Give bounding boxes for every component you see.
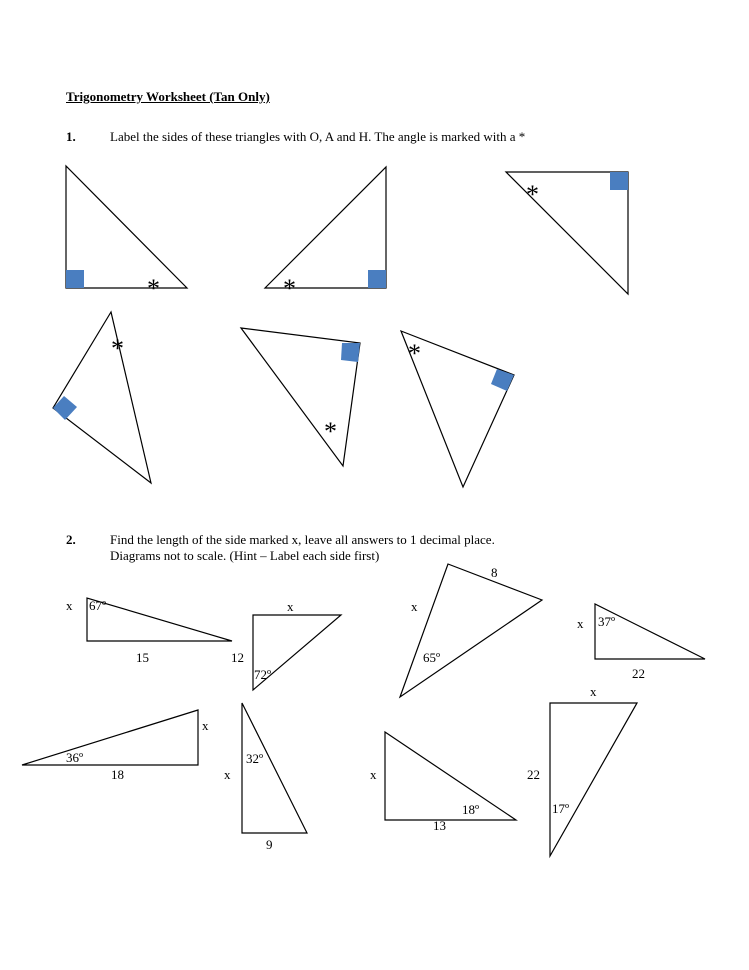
side-label: 13	[433, 818, 446, 833]
question-2-line-1: Find the length of the side marked x, leave all answers to 1 decimal place.	[110, 532, 495, 547]
angle-label: 32º	[246, 751, 264, 766]
angle-label: 72º	[254, 667, 272, 682]
angle-star: *	[526, 180, 539, 209]
side-label: 15	[136, 650, 149, 665]
q1-triangle-4	[53, 312, 151, 483]
worksheet-title: Trigonometry Worksheet (Tan Only)	[66, 89, 270, 104]
right-angle-marker	[368, 270, 386, 288]
side-label: 8	[491, 565, 498, 580]
angle-star: *	[408, 339, 421, 368]
question-1-number: 1.	[66, 129, 76, 144]
angle-label: 65º	[423, 650, 441, 665]
q2-triangle-7	[370, 732, 516, 833]
q1-triangle-2	[265, 167, 386, 303]
side-label-x: x	[202, 718, 209, 733]
angle-star: *	[283, 274, 296, 303]
angle-label: 67º	[89, 598, 107, 613]
q2-triangle-6	[224, 703, 307, 852]
right-angle-marker	[341, 343, 360, 362]
angle-label: 18º	[462, 802, 480, 817]
q2-triangle-1	[66, 598, 232, 665]
q1-triangle-5	[241, 328, 360, 466]
q2-triangle-4	[577, 604, 705, 681]
side-label-x: x	[590, 684, 597, 699]
side-label-x: x	[411, 599, 418, 614]
angle-label: 17º	[552, 801, 570, 816]
angle-label: 37º	[598, 614, 616, 629]
q1-triangle-1	[66, 166, 187, 303]
angle-star: *	[111, 334, 124, 363]
angle-star: *	[147, 274, 160, 303]
side-label: 12	[231, 650, 244, 665]
right-angle-marker	[491, 369, 514, 391]
q2-triangle-3	[400, 564, 542, 697]
q2-triangle-8	[527, 684, 637, 856]
question-2-number: 2.	[66, 532, 76, 547]
side-label-x: x	[224, 767, 231, 782]
q2-triangle-5	[22, 710, 209, 782]
question-2-line-2: Diagrams not to scale. (Hint – Label each side first)	[110, 548, 380, 563]
side-label-x: x	[370, 767, 377, 782]
right-angle-marker	[66, 270, 84, 288]
side-label: 18	[111, 767, 124, 782]
q1-triangle-6	[401, 331, 514, 487]
angle-star: *	[324, 417, 337, 446]
question-1-text: Label the sides of these triangles with O, A and H. The angle is marked with a *	[110, 129, 526, 144]
right-angle-marker	[610, 172, 628, 190]
angle-label: 36º	[66, 750, 84, 765]
q2-triangle-2	[231, 599, 341, 690]
side-label: 22	[632, 666, 645, 681]
right-angle-marker	[53, 396, 77, 420]
side-label: 22	[527, 767, 540, 782]
side-label-x: x	[66, 598, 73, 613]
q1-triangle-3	[506, 172, 628, 294]
side-label-x: x	[577, 616, 584, 631]
side-label: 9	[266, 837, 273, 852]
side-label-x: x	[287, 599, 294, 614]
